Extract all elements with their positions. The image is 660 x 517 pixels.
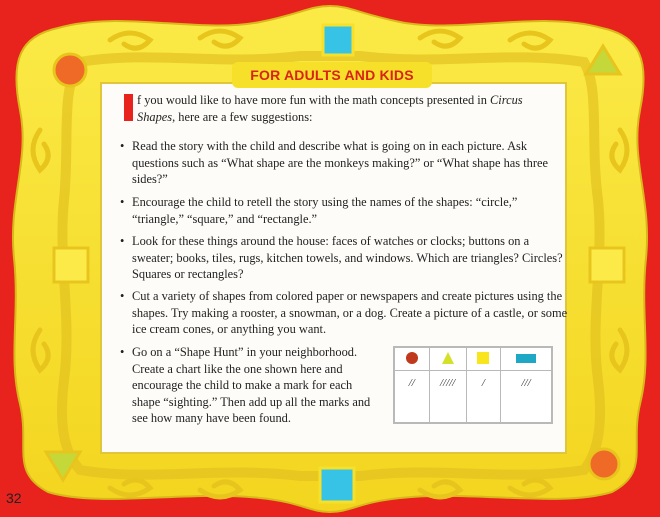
- intro-text-end: , here are a few suggestions:: [172, 110, 313, 124]
- suggestion-item: [120, 138, 572, 188]
- tally-marks-circle: //: [395, 371, 430, 423]
- intro-text-start: f you would like to have more fun with the math concepts presented in: [137, 93, 491, 107]
- square-icon: [476, 351, 490, 365]
- tally-table: [394, 347, 552, 423]
- suggestion-text: Cut a variety of shapes from colored paper or newspapers and create pictures using the shapes. Try making a rooster, a snowman, or a dog. Create a picture of a castle, or some ice cream cones, or anything you want.: [132, 289, 568, 336]
- tally-marks-row: [395, 371, 552, 423]
- tally-shape-row: [395, 348, 552, 371]
- suggestion-item: [120, 194, 572, 227]
- bullet-dot: •: [120, 289, 125, 303]
- page-title: FOR ADULTS AND KIDS: [250, 67, 414, 83]
- bullet-dot: •: [120, 345, 125, 359]
- tally-marks-rectangle: ///: [501, 371, 552, 423]
- top-left-orange-circle-gem: [54, 54, 86, 86]
- bullet-dot: •: [120, 195, 125, 209]
- suggestion-item: [120, 344, 382, 427]
- intro-paragraph: [124, 92, 554, 126]
- title-banner: [232, 62, 432, 88]
- left-yellow-square-gem: [54, 248, 88, 282]
- suggestion-text: Look for these things around the house: faces of watches or clocks; buttons on a sweater; books, tiles, rugs, kitchen towels, and windows. Which are triangles? Circles? Squares or rectangles?: [132, 234, 563, 281]
- page-number: 32: [6, 490, 22, 506]
- suggestion-item: [120, 288, 572, 338]
- circle-icon: [405, 351, 419, 365]
- tally-cell: [395, 348, 430, 371]
- suggestion-text: Read the story with the child and describe what is going on in each picture. Ask questions such as “What shape are the monkeys making?” or “What shape has three sides?”: [132, 139, 548, 186]
- suggestion-text: Go on a “Shape Hunt” in your neighborhood. Create a chart like the one shown here and encourage the child to make a mark for each shape “sighting.” Then add up all the marks and see how many have been found.: [132, 345, 371, 425]
- bullet-dot: •: [120, 234, 125, 248]
- suggestion-text: Encourage the child to retell the story using the names of the shapes: “circle,” “triangle,” “square,” and “rectangle.”: [132, 195, 518, 226]
- book-title: Circus Shapes: [137, 93, 523, 124]
- tally-cell: [466, 348, 501, 371]
- suggestion-item: [120, 233, 572, 283]
- bottom-right-orange-circle-gem: [589, 449, 619, 479]
- bullet-dot: •: [120, 139, 125, 153]
- bottom-cyan-square-gem: [320, 468, 354, 502]
- tally-cell: [501, 348, 552, 371]
- right-yellow-square-gem: [590, 248, 624, 282]
- shape-hunt-tally-chart: [393, 346, 553, 424]
- tally-marks-square: /: [466, 371, 501, 423]
- top-cyan-square-gem: [323, 25, 353, 55]
- drop-cap-i: [124, 94, 133, 121]
- tally-marks-triangle: /////: [429, 371, 466, 423]
- rectangle-icon: [515, 351, 537, 365]
- triangle-icon: [441, 351, 455, 365]
- tally-cell: [429, 348, 466, 371]
